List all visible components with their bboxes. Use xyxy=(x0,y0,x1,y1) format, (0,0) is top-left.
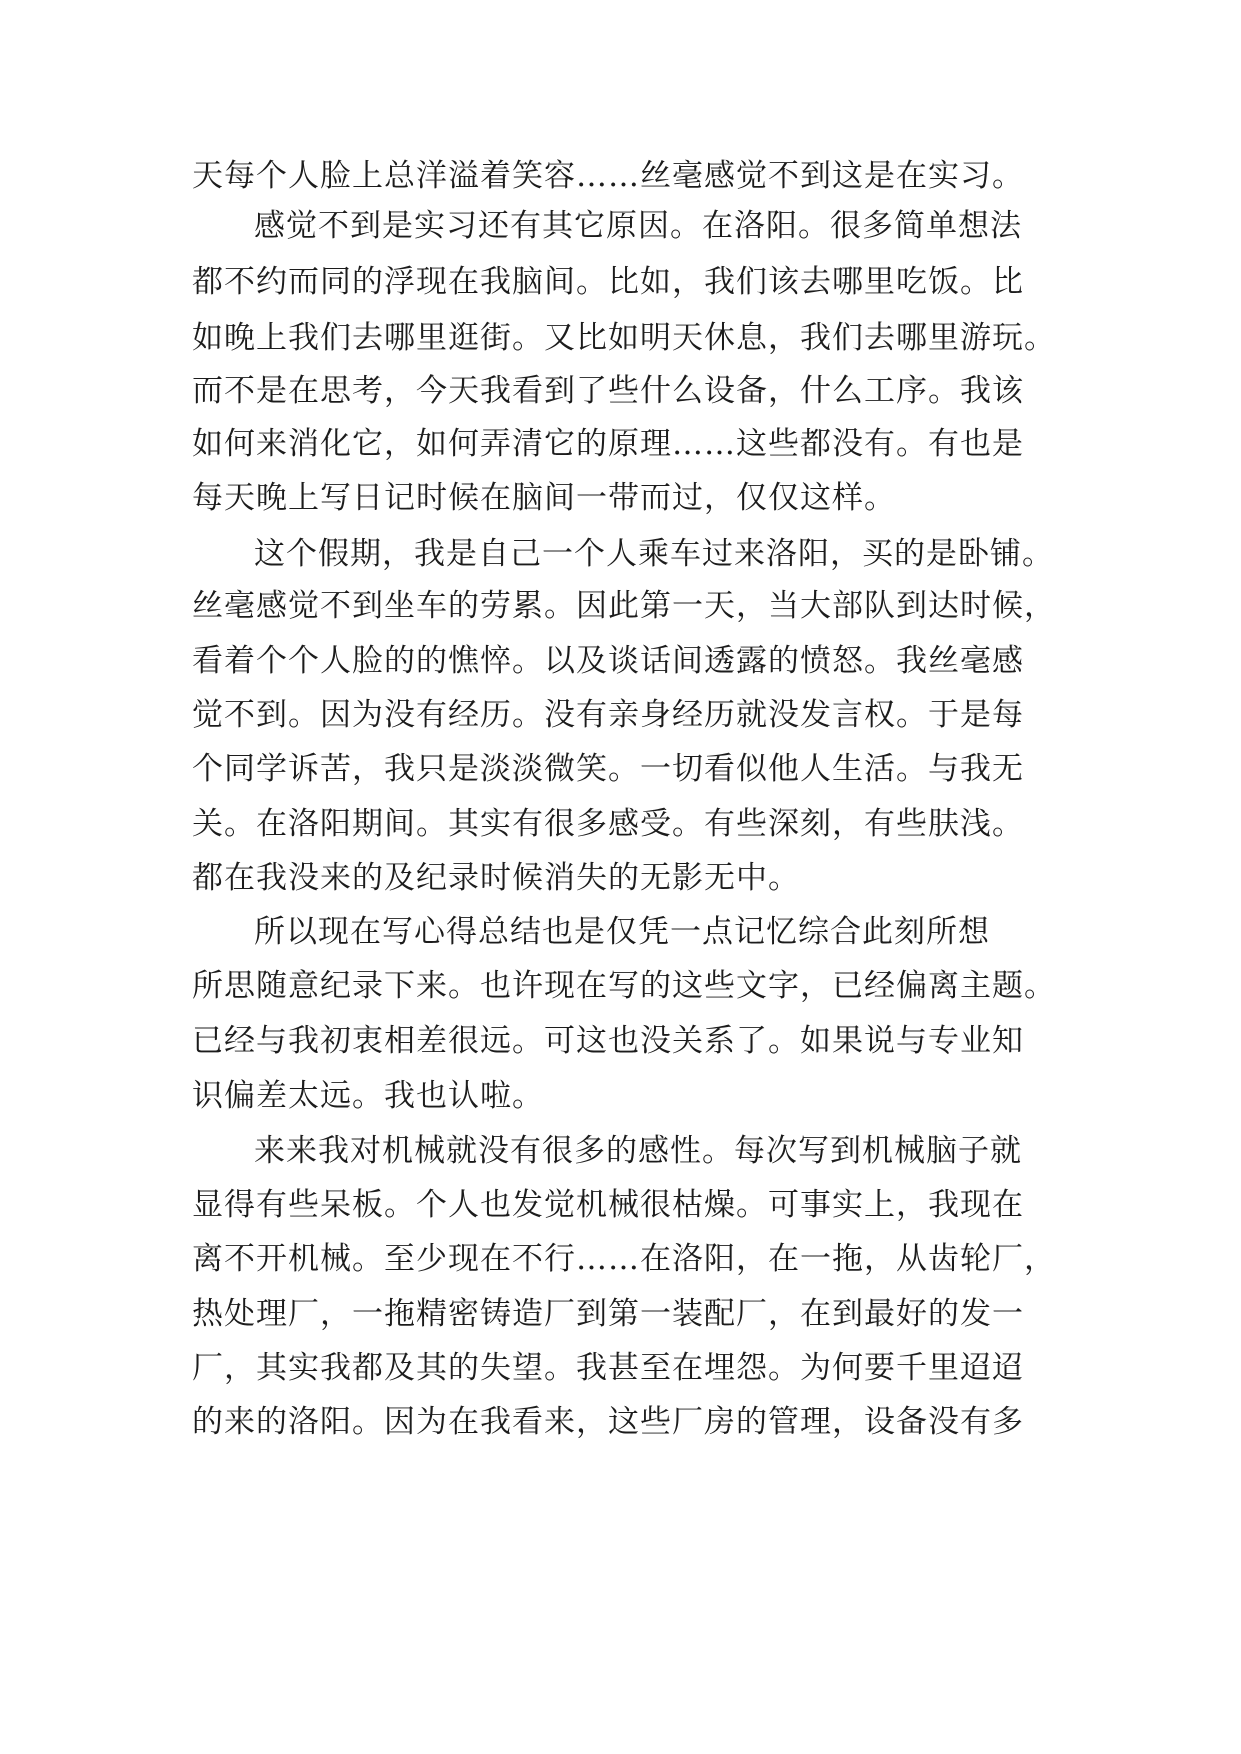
text-line: 显得有些呆板。个人也发觉机械很枯燥。可事实上，我现在 xyxy=(192,1187,1024,1223)
text-line: 如晚上我们去哪里逛街。又比如明天休息，我们去哪里游玩。 xyxy=(192,320,1056,356)
text-line: 个同学诉苦，我只是淡淡微笑。一切看似他人生活。与我无 xyxy=(192,751,1024,787)
text-line: 都在我没来的及纪录时候消失的无影无中。 xyxy=(192,860,800,896)
text-line: 丝毫感觉不到坐车的劳累。因此第一天，当大部队到达时候， xyxy=(192,588,1056,624)
text-line: 已经与我初衷相差很远。可这也没关系了。如果说与专业知 xyxy=(192,1023,1024,1059)
text-line: 如何来消化它，如何弄清它的原理……这些都没有。有也是 xyxy=(192,426,1024,462)
text-line: 都不约而同的浮现在我脑间。比如，我们该去哪里吃饭。比 xyxy=(192,264,1024,300)
text-line: 关。在洛阳期间。其实有很多感受。有些深刻，有些肤浅。 xyxy=(192,806,1024,842)
text-line: 热处理厂，一拖精密铸造厂到第一装配厂，在到最好的发一 xyxy=(192,1296,1024,1332)
paragraph-first-line: 所以现在写心得总结也是仅凭一点记忆综合此刻所想 xyxy=(254,914,990,950)
paragraph-first-line: 来来我对机械就没有很多的感性。每次写到机械脑子就 xyxy=(254,1133,1022,1169)
text-line: 离不开机械。至少现在不行……在洛阳，在一拖，从齿轮厂， xyxy=(192,1241,1056,1277)
text-line: 所思随意纪录下来。也许现在写的这些文字，已经偏离主题。 xyxy=(192,968,1056,1004)
text-line: 厂，其实我都及其的失望。我甚至在埋怨。为何要千里迢迢 xyxy=(192,1350,1024,1386)
text-line: 看着个个人脸的的憔悴。以及谈话间透露的愤怒。我丝毫感 xyxy=(192,643,1024,679)
text-line: 识偏差太远。我也认啦。 xyxy=(192,1078,544,1114)
text-line: 而不是在思考，今天我看到了些什么设备，什么工序。我该 xyxy=(192,373,1024,409)
paragraph-first-line: 感觉不到是实习还有其它原因。在洛阳。很多简单想法 xyxy=(254,208,1022,244)
paragraph-first-line: 这个假期，我是自己一个人乘车过来洛阳，买的是卧铺。 xyxy=(254,536,1054,572)
text-line: 每天晚上写日记时候在脑间一带而过，仅仅这样。 xyxy=(192,480,896,516)
text-line: 的来的洛阳。因为在我看来，这些厂房的管理，设备没有多 xyxy=(192,1404,1024,1440)
text-line: 天每个人脸上总洋溢着笑容……丝毫感觉不到这是在实习。 xyxy=(192,158,1024,194)
text-line: 觉不到。因为没有经历。没有亲身经历就没发言权。于是每 xyxy=(192,697,1024,733)
